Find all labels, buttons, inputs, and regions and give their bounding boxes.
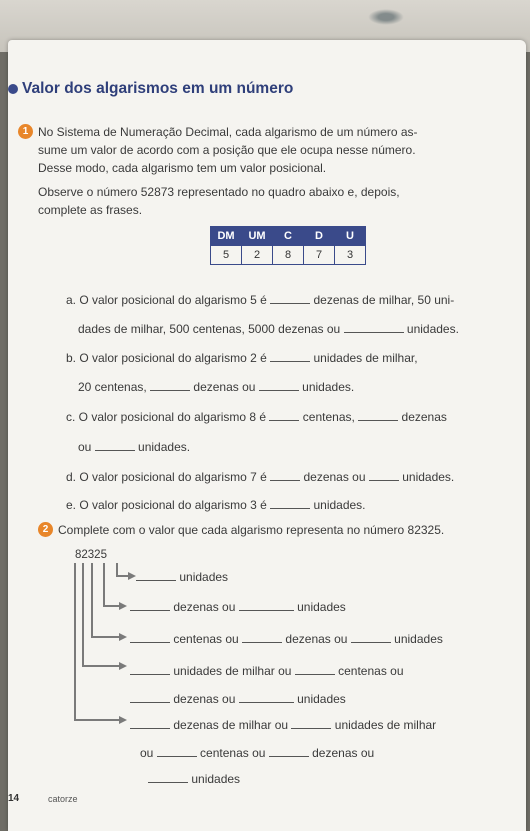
- item-a-line-2: dades de milhar, 500 centenas, 5000 dezenas ou unidades.: [78, 322, 459, 336]
- blank[interactable]: [239, 692, 294, 703]
- blank[interactable]: [295, 664, 335, 675]
- cell-um: 2: [242, 246, 273, 265]
- blank[interactable]: [270, 498, 310, 509]
- connector-line: [103, 563, 105, 606]
- item-c-line-2: ou unidades.: [78, 440, 191, 454]
- blank[interactable]: [148, 772, 188, 783]
- connector-line: [82, 563, 84, 666]
- cell-dm: 5: [211, 246, 242, 265]
- blank[interactable]: [130, 664, 170, 675]
- blank[interactable]: [242, 632, 282, 643]
- connector-line: [74, 719, 121, 721]
- page-number-word: catorze: [48, 794, 78, 804]
- question-2-badge: 2: [38, 522, 53, 537]
- item-b-line-1: b. O valor posicional do algarismo 2 é unidades de milhar,: [66, 351, 418, 365]
- camera-glare: [368, 9, 404, 25]
- q2-row-2: dezenas ou unidades: [130, 600, 346, 614]
- arrow-icon: [128, 572, 136, 580]
- q1-line-2: sume um valor de acordo com a posição que ele ocupa nesse número.: [38, 143, 416, 157]
- q1-line-3: Desse modo, cada algarismo tem um valor posicional.: [38, 161, 327, 175]
- q2-number: 82325: [75, 549, 107, 561]
- blank[interactable]: [239, 600, 294, 611]
- header-um: UM: [242, 227, 273, 246]
- q2-row-5: dezenas ou unidades: [130, 692, 346, 706]
- q2-row-7: ou centenas ou dezenas ou: [140, 746, 375, 760]
- blank[interactable]: [150, 380, 190, 391]
- question-1-badge: 1: [18, 124, 33, 139]
- blank[interactable]: [270, 351, 310, 362]
- blank[interactable]: [270, 293, 310, 304]
- cell-c: 8: [273, 246, 304, 265]
- blank[interactable]: [157, 746, 197, 757]
- header-dm: DM: [211, 227, 242, 246]
- q2-prompt: Complete com o valor que cada algarismo representa no número 82325.: [58, 523, 445, 537]
- q2-row-8: unidades: [148, 772, 240, 786]
- title-bullet-icon: [8, 84, 18, 94]
- arrow-icon: [119, 602, 127, 610]
- item-a-line-1: a. O valor posicional do algarismo 5 é dezenas de milhar, 50 uni-: [66, 293, 455, 307]
- header-d: D: [304, 227, 335, 246]
- blank[interactable]: [130, 692, 170, 703]
- item-c-line-1: c. O valor posicional do algarismo 8 é centenas, dezenas: [66, 410, 447, 424]
- q1-line-1: No Sistema de Numeração Decimal, cada algarismo de um número as-: [38, 125, 418, 139]
- arrow-icon: [119, 662, 127, 670]
- book-page: [8, 40, 526, 831]
- blank[interactable]: [369, 470, 399, 481]
- blank[interactable]: [269, 410, 299, 421]
- blank[interactable]: [269, 746, 309, 757]
- q1-instr-2: complete as frases.: [38, 203, 143, 217]
- arrow-icon: [119, 633, 127, 641]
- q2-row-6: dezenas de milhar ou unidades de milhar: [130, 718, 436, 732]
- blank[interactable]: [344, 322, 404, 333]
- header-c: C: [273, 227, 304, 246]
- item-e: e. O valor posicional do algarismo 3 é unidades.: [66, 498, 366, 512]
- blank[interactable]: [291, 718, 331, 729]
- blank[interactable]: [130, 718, 170, 729]
- cell-u: 3: [335, 246, 366, 265]
- blank[interactable]: [130, 632, 170, 643]
- item-b-line-2: 20 centenas, dezenas ou unidades.: [78, 380, 355, 394]
- connector-line: [74, 563, 76, 720]
- q2-row-4: unidades de milhar ou centenas ou: [130, 664, 404, 678]
- blank[interactable]: [358, 410, 398, 421]
- cell-d: 7: [304, 246, 335, 265]
- connector-line: [91, 563, 93, 637]
- header-u: U: [335, 227, 366, 246]
- section-title: Valor dos algarismos em um número: [22, 80, 294, 97]
- q2-row-3: centenas ou dezenas ou unidades: [130, 632, 443, 646]
- connector-line: [116, 563, 118, 575]
- blank[interactable]: [95, 440, 135, 451]
- q2-row-1: unidades: [136, 570, 228, 584]
- arrow-icon: [119, 716, 127, 724]
- blank[interactable]: [130, 600, 170, 611]
- page-number: 14: [8, 793, 20, 804]
- connector-line: [82, 665, 121, 667]
- blank[interactable]: [270, 470, 300, 481]
- q1-instr-1: Observe o número 52873 representado no quadro abaixo e, depois,: [38, 185, 400, 199]
- item-d: d. O valor posicional do algarismo 7 é dezenas ou unidades.: [66, 470, 455, 484]
- blank[interactable]: [259, 380, 299, 391]
- blank[interactable]: [351, 632, 391, 643]
- connector-line: [91, 636, 121, 638]
- place-value-table: [210, 226, 366, 265]
- blank[interactable]: [136, 570, 176, 581]
